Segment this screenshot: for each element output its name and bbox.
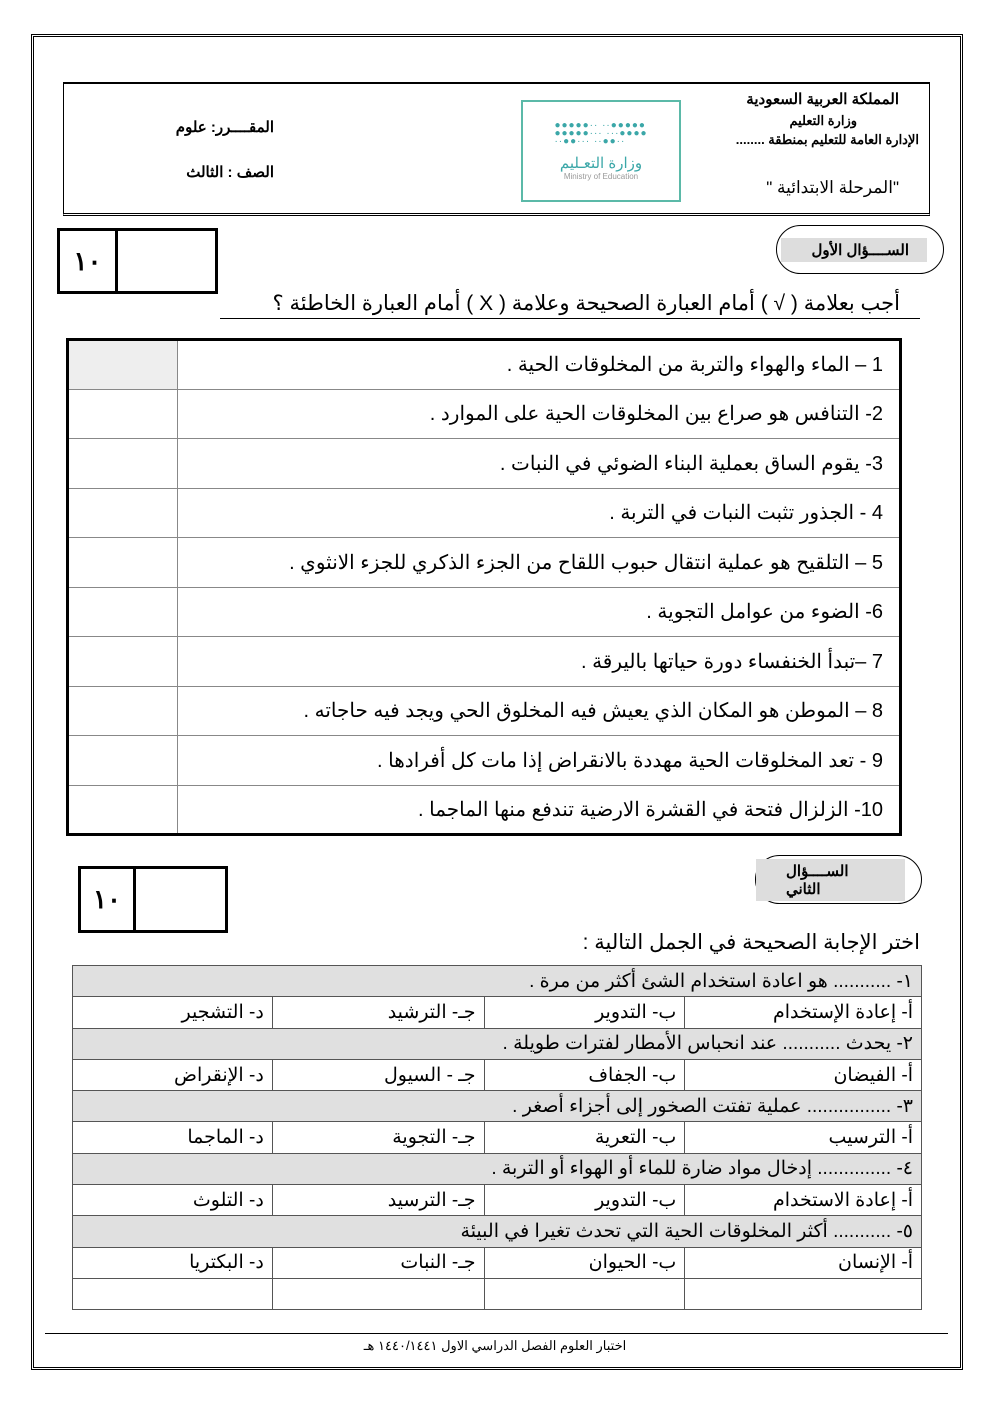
footer-divider [45,1333,948,1334]
question-text: ٤- .............. إدخال مواد ضارة للماء أو الهواء أو التربة . [73,1153,922,1184]
grade-label: الصف : الثالث [186,164,274,181]
q1-label-pill: الســــؤال الأول [776,225,944,274]
statement-row [68,637,901,687]
q2-max-score: ١٠ [81,869,136,930]
option-cell[interactable]: جـ- الترسيد [272,1185,484,1216]
answer-cell[interactable] [68,439,178,489]
option-cell[interactable]: د- الإنقراض [73,1059,273,1090]
question-row [73,1028,922,1059]
q1-table [66,338,902,836]
option-cell[interactable]: أ- إعادة الإستخدام [685,997,922,1028]
question-text: ٣- ................ عملية تفتت الصخور إلى أجزاء أصغر . [73,1091,922,1122]
statement-text: 6- الضوء من عوامل التجوية . [178,587,901,637]
exam-header [63,82,930,216]
q1-max-score: ١٠ [60,231,118,291]
options-row [73,1122,922,1153]
statement-row [68,785,901,835]
ministry-logo: ●●●●●·· ··●●●●● ●●●●●··· ···●●●● ··●●··· ··●●·· وزارة التعـليم Ministry of Education [521,100,681,202]
options-row [73,1185,922,1216]
q1-instruction: أجب بعلامة ( √ ) أمام العبارة الصحيحة وعلامة ( X ) أمام العبارة الخاطئة ؟ [220,290,920,319]
statement-text: 1 – الماء والهواء والتربة من المخلوقات الحية . [178,340,901,390]
option-cell[interactable]: ب- الحيوان [484,1247,685,1278]
statement-row [68,736,901,786]
answer-cell[interactable] [68,488,178,538]
option-cell[interactable]: ب- التدوير [484,997,685,1028]
statement-row [68,538,901,588]
option-cell[interactable]: ب- التعرية [484,1122,685,1153]
question-text: ٢- يحدث ........... عند انحباس الأمطار لفترات طويلة . [73,1028,922,1059]
option-cell[interactable]: جـ- الترشيد [272,997,484,1028]
option-cell[interactable]: أ- الترسيب [685,1122,922,1153]
footer-text: اختبار العلوم الفصل الدراسي الاول ١٤٤٠/١٤٤١ هـ [363,1338,627,1353]
statement-text: 3- يقوم الساق بعملية البناء الضوئي في النبات . [178,439,901,489]
option-cell[interactable]: د- الماجما [73,1122,273,1153]
stage-title: "المرحلة الابتدائية " [766,178,899,197]
question-row [73,1091,922,1122]
statement-text: 9 - تعد المخلوقات الحية مهددة بالانقراض إذا مات كل أفرادها . [178,736,901,786]
statement-text: 10- الزلزال فتحة في القشرة الارضية تندفع منها الماجما . [178,785,901,835]
administration-title: الإدارة العامة للتعليم بمنطقة ........ [735,132,919,147]
question-row [73,1216,922,1247]
statement-row [68,439,901,489]
empty-row [73,1278,922,1309]
kingdom-title: المملكة العربية السعودية [746,91,899,108]
option-cell[interactable]: د- التشجير [73,997,273,1028]
answer-cell[interactable] [68,587,178,637]
option-cell[interactable]: جـ - السيول [272,1059,484,1090]
q1-score-field[interactable] [118,231,215,291]
question-text: ٥- ........... أكثر المخلوقات الحية التي تحدث تغيرا في البيئة [73,1216,922,1247]
q2-score-field[interactable] [136,869,225,930]
ministry-title: وزارة التعليم [789,113,857,128]
statement-text: 7 –تبدأ الخنفساء دورة حياتها باليرقة . [178,637,901,687]
option-cell[interactable]: د- التلوث [73,1185,273,1216]
statement-row [68,587,901,637]
options-row [73,1247,922,1278]
statement-text: 4 - الجذور تثبت النبات في التربة . [178,488,901,538]
options-row [73,997,922,1028]
answer-cell[interactable] [68,785,178,835]
q2-table [72,965,922,1310]
option-cell[interactable]: أ- الإنسان [685,1247,922,1278]
answer-cell[interactable] [68,340,178,390]
option-cell[interactable]: أ- إعادة الاستخدام [685,1185,922,1216]
q2-score-box [78,866,228,933]
q2-instruction: اختر الإجابة الصحيحة في الجمل التالية : [582,931,920,954]
statement-text: 2- التنافس هو صراع بين المخلوقات الحية على الموارد . [178,389,901,439]
option-cell[interactable]: أ- الفيضان [685,1059,922,1090]
option-cell[interactable]: جـ- التجوية [272,1122,484,1153]
option-cell[interactable]: د- البكتريا [73,1247,273,1278]
statement-row [68,488,901,538]
option-cell[interactable]: جـ- النبات [272,1247,484,1278]
course-label: المقــــرر: علوم [175,119,274,136]
answer-cell[interactable] [68,637,178,687]
answer-cell[interactable] [68,736,178,786]
answer-cell[interactable] [68,389,178,439]
statement-row [68,340,901,390]
option-cell[interactable]: ب- التدوير [484,1185,685,1216]
logo-dots-icon: ●●●●●·· ··●●●●● ●●●●●··· ···●●●● ··●●··· ··●●·· [554,119,648,147]
statement-text: 5 – التلقيح هو عملية انتقال حبوب اللقاح من الجزء الذكري للجزء الانثوي . [178,538,901,588]
q2-label-pill: الســــؤال الثاني [755,855,922,904]
answer-cell[interactable] [68,686,178,736]
statement-row [68,389,901,439]
question-row [73,966,922,997]
statement-row [68,686,901,736]
option-cell[interactable]: ب- الجفاف [484,1059,685,1090]
q1-score-box [57,228,218,294]
answer-cell[interactable] [68,538,178,588]
statement-text: 8 – الموطن هو المكان الذي يعيش فيه المخلوق الحي ويجد فيه حاجاته . [178,686,901,736]
question-text: ١- ........... هو اعادة استخدام الشئ أكثر من مرة . [73,966,922,997]
options-row [73,1059,922,1090]
question-row [73,1153,922,1184]
